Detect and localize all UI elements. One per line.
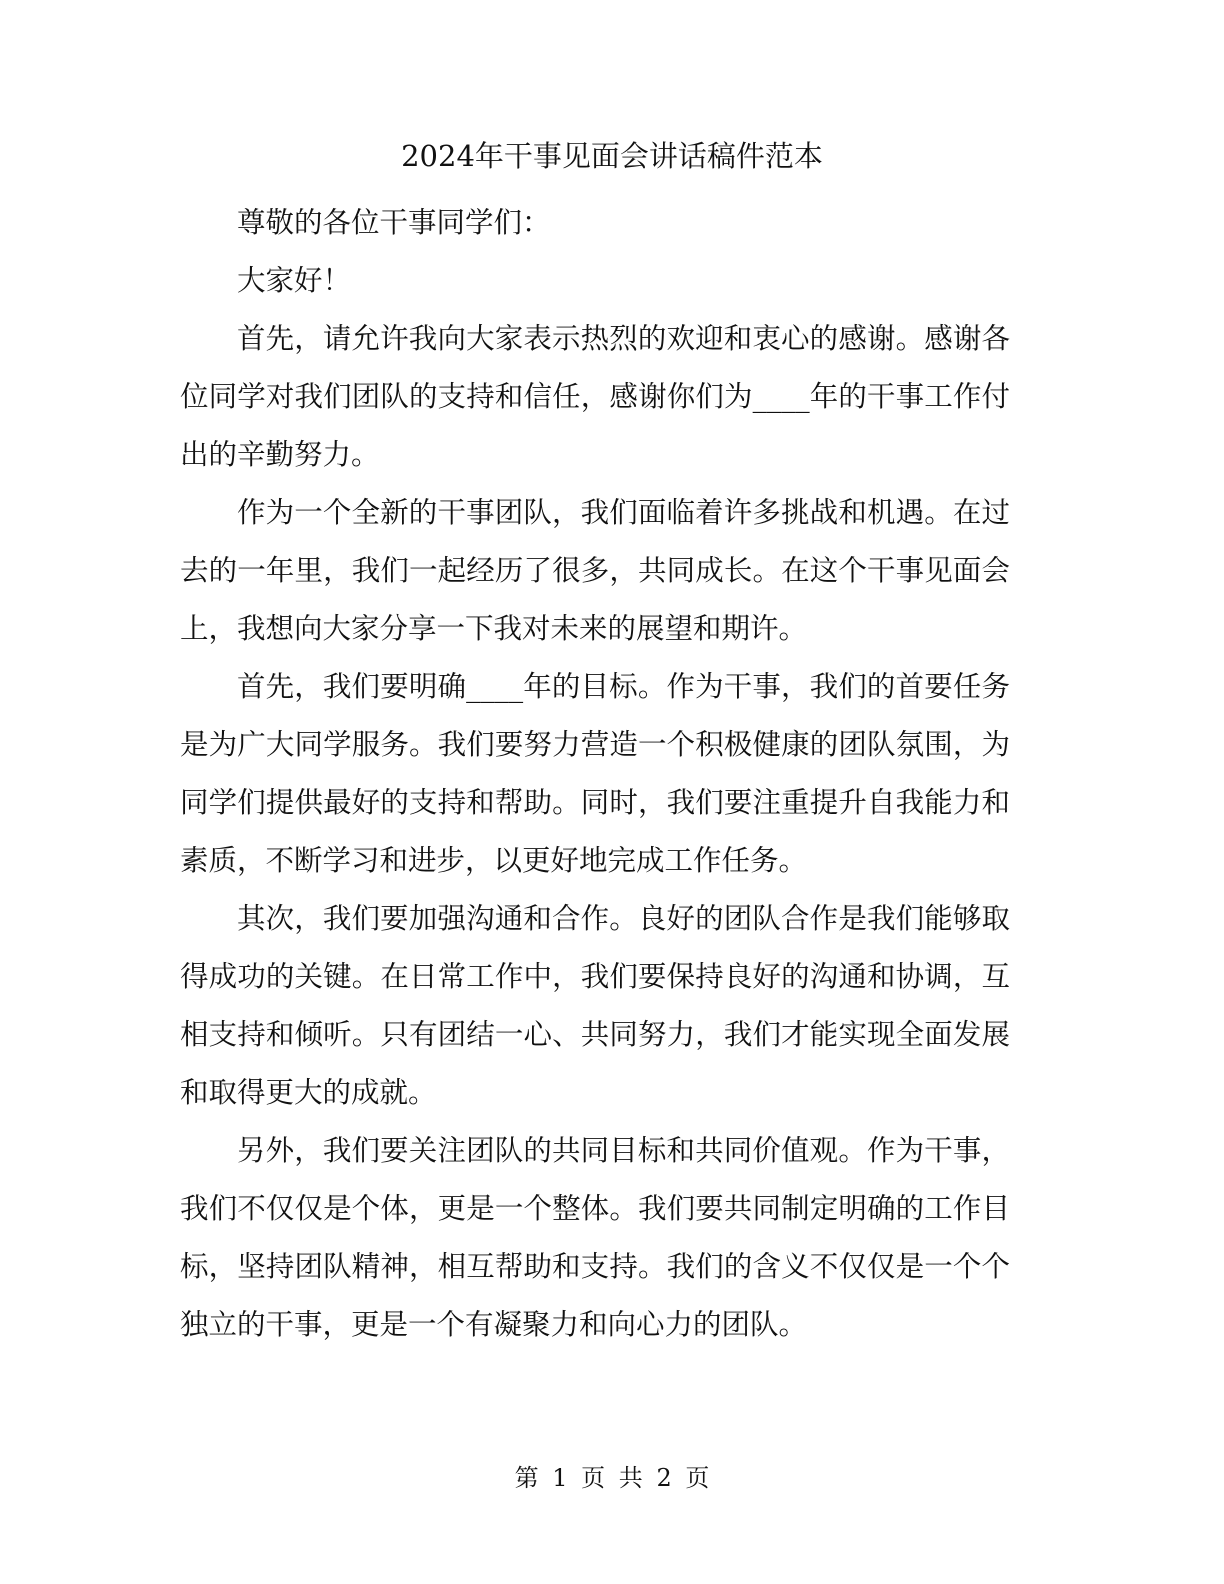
paragraph: 作为一个全新的干事团队，我们面临着许多挑战和机遇。在过去的一年里，我们一起经历了很多，共同成长。在这个干事见面会上，我想向大家分享一下我对未来的展望和期许。 (180, 496, 1010, 645)
page-title: 2024年干事见面会讲话稿件范本 (401, 139, 823, 173)
paragraph: 首先，请允许我向大家表示热烈的欢迎和衷心的感谢。感谢各位同学对我们团队的支持和信任，感谢你们为____年的干事工作付出的辛勤努力。 (180, 322, 1010, 471)
greeting: 大家好！ (237, 264, 352, 297)
salutation: 尊敬的各位干事同学们： (237, 206, 551, 239)
document-body (180, 194, 1010, 1354)
page-number-footer: 第 1 页 共 2 页 (514, 1464, 710, 1492)
paragraph: 另外，我们要关注团队的共同目标和共同价值观。作为干事，我们不仅仅是个体，更是一个整体。我们要共同制定明确的工作目标，坚持团队精神，相互帮助和支持。我们的含义不仅仅是一个个独立的干事，更是一个有凝聚力和向心力的团队。 (180, 1134, 1010, 1341)
paragraph: 其次，我们要加强沟通和合作。良好的团队合作是我们能够取得成功的关键。在日常工作中，我们要保持良好的沟通和协调，互相支持和倾听。只有团结一心、共同努力，我们才能实现全面发展和取得更大的成就。 (180, 902, 1010, 1109)
paragraph: 首先，我们要明确____年的目标。作为干事，我们的首要任务是为广大同学服务。我们要努力营造一个积极健康的团队氛围，为同学们提供最好的支持和帮助。同时，我们要注重提升自我能力和素质，不断学习和进步，以更好地完成工作任务。 (180, 670, 1010, 877)
